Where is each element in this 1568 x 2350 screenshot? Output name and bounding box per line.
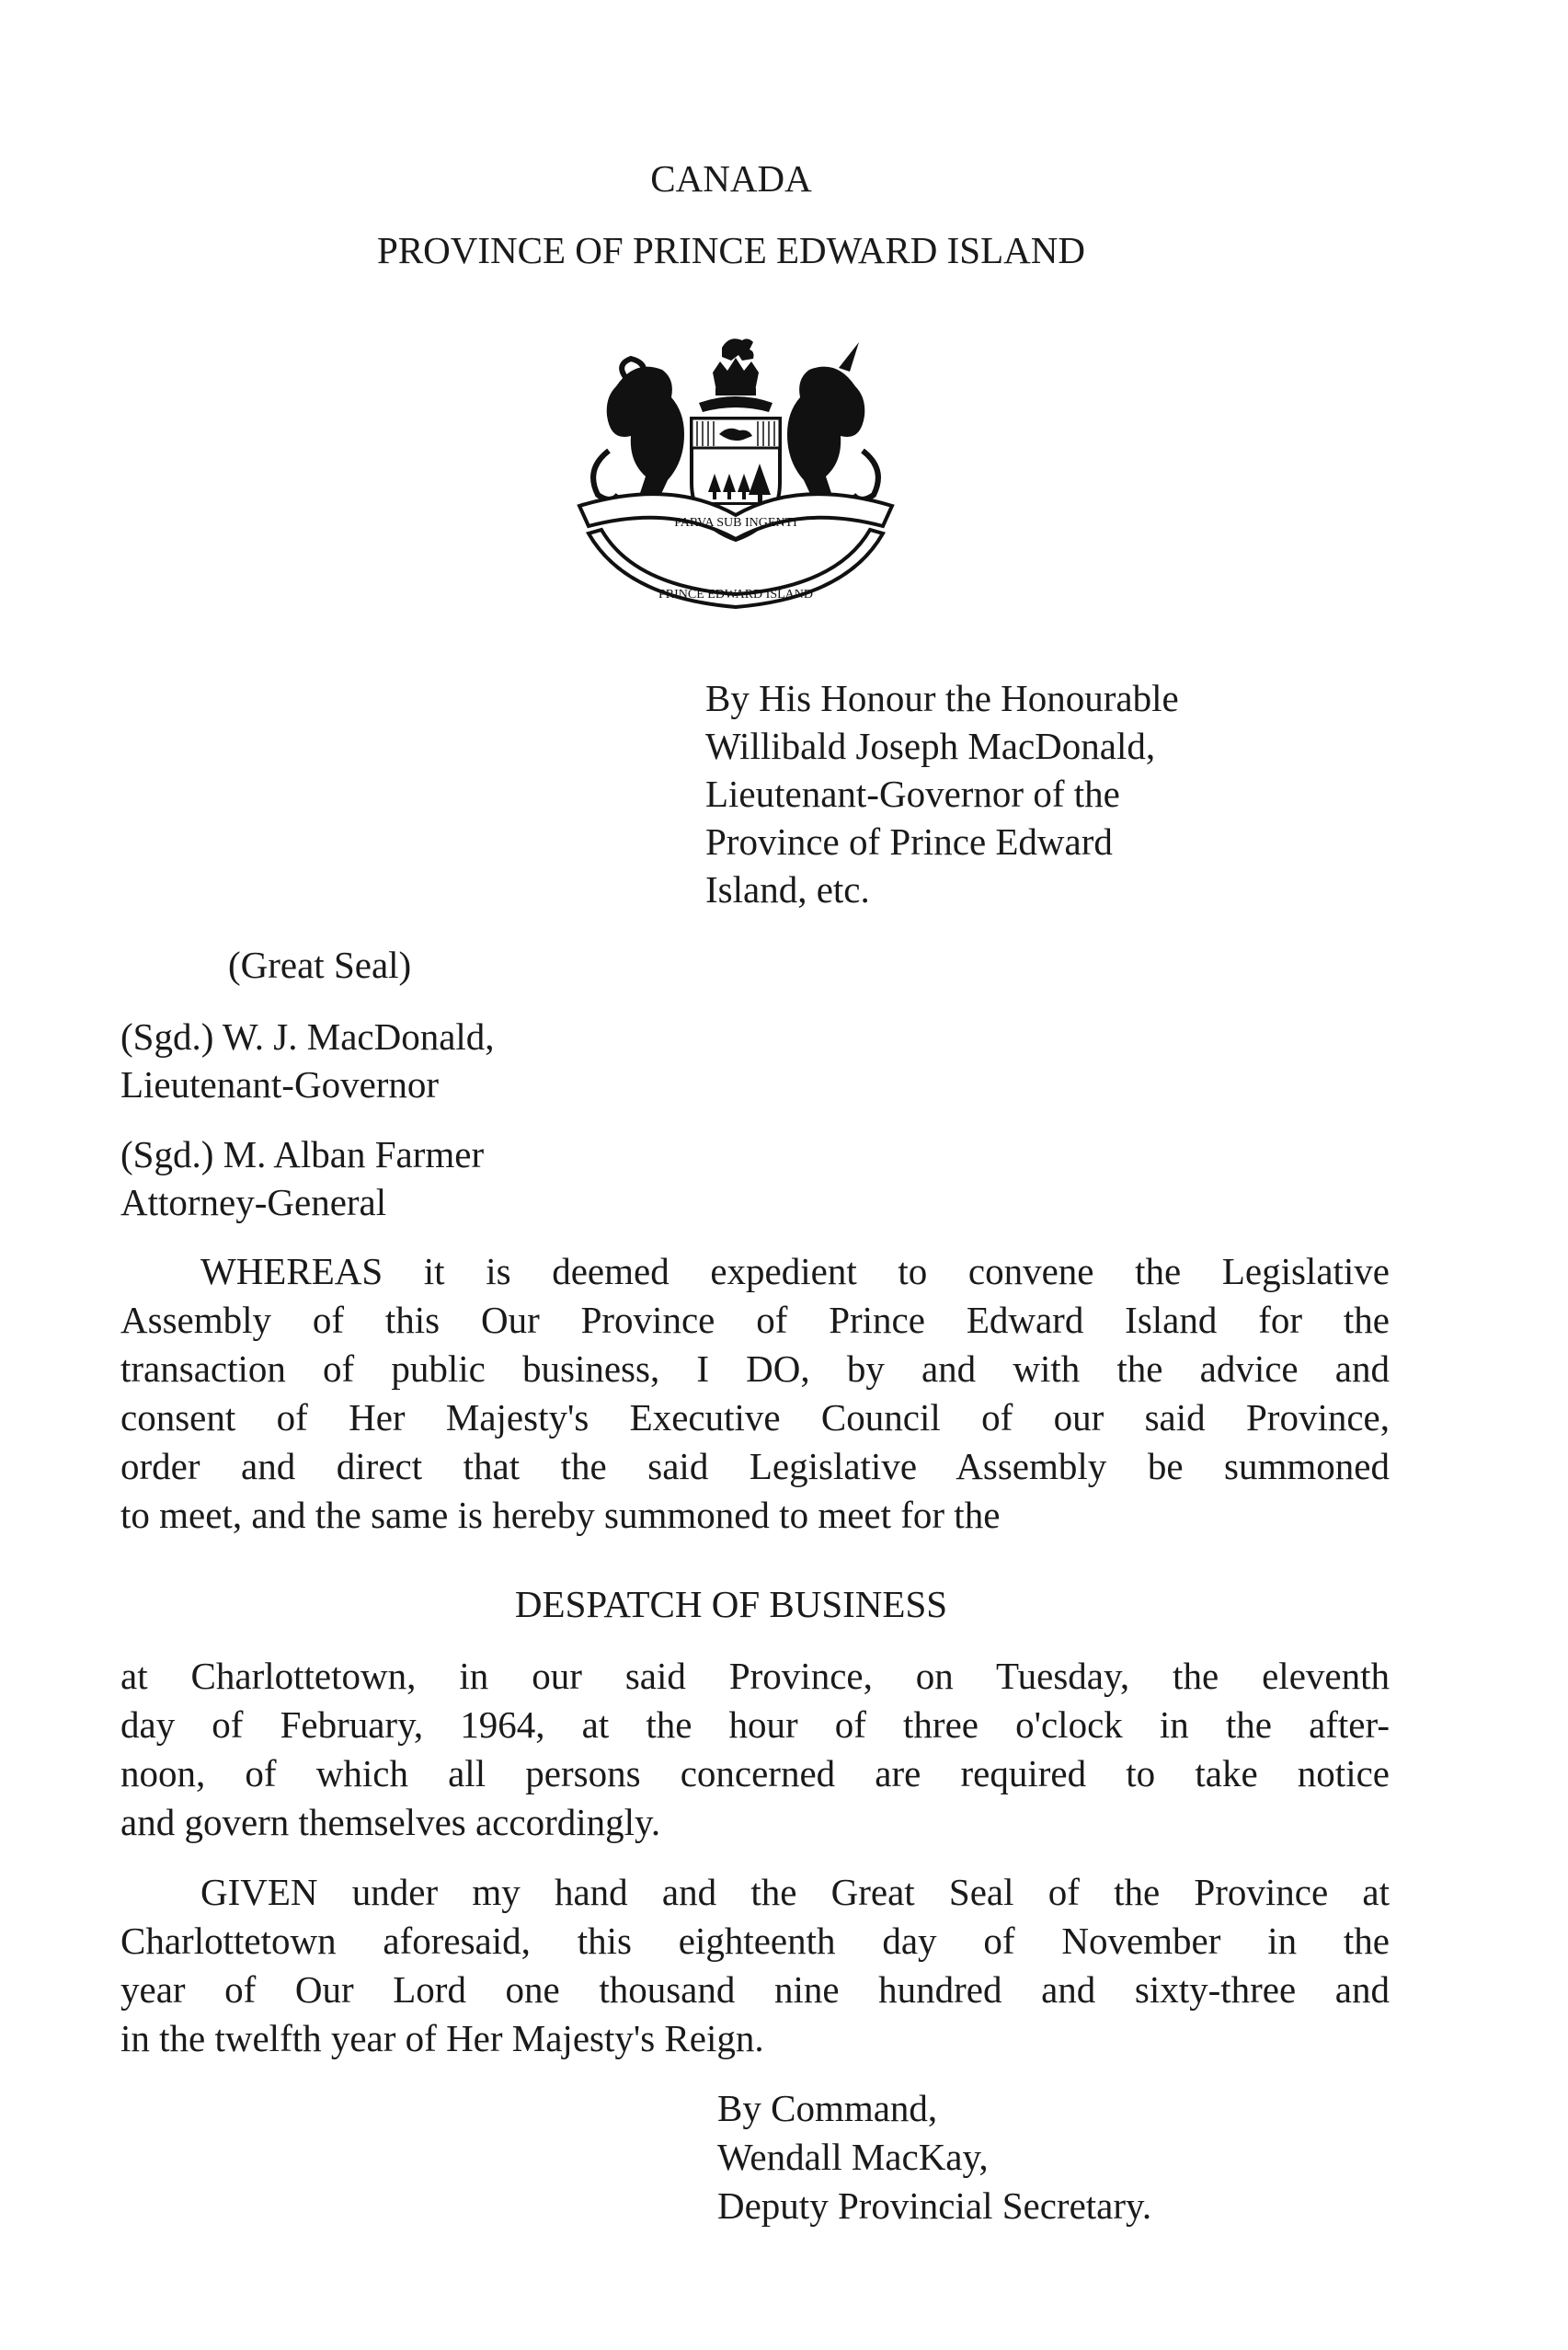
despatch-heading: DESPATCH OF BUSINESS <box>514 1583 948 1625</box>
whereas-paragraph <box>120 1247 1390 1540</box>
paragraph-line: day of February, 1964, at the hour of three o'clock in the after- <box>120 1703 1390 1746</box>
authority-line: Lieutenant-Governor of the <box>705 773 1120 815</box>
authority-line: By His Honour the Honourable <box>705 677 1179 719</box>
authority-line: Province of Prince Edward <box>705 820 1113 863</box>
governor-title: Lieutenant-Governor <box>120 1063 440 1106</box>
secretary-name: Wendall MacKay, <box>717 2136 989 2178</box>
attorney-title: Attorney-General <box>120 1181 387 1223</box>
paragraph-line: in the twelfth year of Her Majesty's Reign. <box>120 2017 764 2059</box>
paragraph-line: noon, of which all persons concerned are required to take notice <box>120 1752 1390 1794</box>
location-paragraph <box>120 1652 1390 1847</box>
paragraph-line: transaction of public business, I DO, by and with the advice and <box>120 1347 1390 1390</box>
governor-signature: (Sgd.) W. J. MacDonald, <box>120 1015 495 1058</box>
province-heading: PROVINCE OF PRINCE EDWARD ISLAND <box>377 229 1085 271</box>
great-seal-label: (Great Seal) <box>228 944 412 986</box>
attorney-signature: (Sgd.) M. Alban Farmer <box>120 1133 485 1175</box>
paragraph-line: order and direct that the said Legislative Assembly be summoned <box>120 1445 1390 1487</box>
coat-of-arms-icon <box>552 331 920 625</box>
country-heading: CANADA <box>650 157 812 200</box>
paragraph-line: year of Our Lord one thousand nine hundred and sixty-three and <box>120 1968 1390 2011</box>
authority-line: Willibald Joseph MacDonald, <box>705 725 1156 767</box>
motto-text: PARVA SUB INGENTI <box>674 516 797 530</box>
paragraph-line: GIVEN under my hand and the Great Seal of the Province at <box>200 1871 1390 1913</box>
paragraph-line: consent of Her Majesty's Executive Council of our said Province, <box>120 1396 1390 1439</box>
command-line: By Command, <box>717 2087 938 2129</box>
paragraph-line: and govern themselves accordingly. <box>120 1801 661 1843</box>
given-paragraph <box>120 1868 1390 2063</box>
paragraph-line: WHEREAS it is deemed expedient to convene the Legislative <box>200 1250 1390 1292</box>
paragraph-line: at Charlottetown, in our said Province, on Tuesday, the eleventh <box>120 1655 1390 1697</box>
secretary-title: Deputy Provincial Secretary. <box>717 2184 1152 2227</box>
paragraph-line: to meet, and the same is hereby summoned to meet for the <box>120 1494 1001 1536</box>
paragraph-line: Charlottetown aforesaid, this eighteenth day of November in the <box>120 1920 1390 1962</box>
scroll-text: PRINCE EDWARD ISLAND <box>658 588 813 602</box>
paragraph-line: Assembly of this Our Province of Prince Edward Island for the <box>120 1299 1390 1341</box>
authority-line: Island, etc. <box>705 868 870 911</box>
